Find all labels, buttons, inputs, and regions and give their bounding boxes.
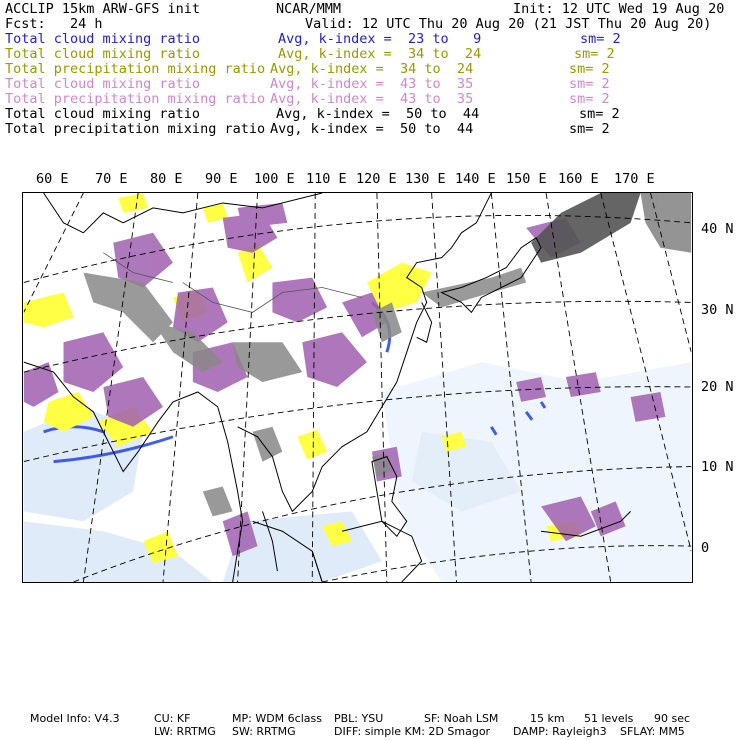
footer-resolution: 15 km	[530, 712, 565, 725]
latitude-label: 40 N	[701, 221, 734, 237]
legend-sm: sm= 2	[580, 31, 621, 47]
longitude-label: 130 E	[405, 171, 446, 187]
init-time: Init: 12 UTC Wed 19 Aug 20	[513, 1, 725, 17]
footer-pbl: PBL: YSU	[334, 712, 384, 725]
longitude-label: 140 E	[455, 171, 496, 187]
legend-sm: sm= 2	[579, 106, 620, 122]
longitude-label: 120 E	[356, 171, 397, 187]
plot-title: ACCLIP 15km ARW-GFS init	[5, 1, 201, 17]
footer-sflay: SFLAY: MM5	[620, 725, 685, 738]
legend-avg: Avg, k-index = 43 to 35	[270, 76, 474, 92]
legend-sm: sm= 2	[574, 46, 615, 62]
footer-timestep: 90 sec	[654, 712, 691, 725]
footer-model: Model Info: V4.3	[30, 712, 120, 725]
footer-damp: DAMP: Rayleigh3	[513, 725, 607, 738]
latitude-label: 30 N	[701, 302, 734, 318]
legend-sm: sm= 2	[569, 91, 610, 107]
valid-time: Valid: 12 UTC Thu 20 Aug 20 (21 JST Thu 20 Aug 20)	[305, 16, 712, 32]
legend-field: Total precipitation mixing ratio	[5, 61, 266, 77]
legend-field: Total cloud mixing ratio	[5, 31, 201, 47]
footer-mp: MP: WDM 6class	[232, 712, 322, 725]
weather-map	[22, 192, 693, 583]
purple-cloud-field	[24, 203, 666, 556]
longitude-label: 100 E	[254, 171, 295, 187]
legend-field: Total precipitation mixing ratio	[5, 121, 266, 137]
legend-field: Total precipitation mixing ratio	[5, 91, 266, 107]
footer-sf: SF: Noah LSM	[424, 712, 499, 725]
longitude-label: 150 E	[506, 171, 547, 187]
latitude-label: 0	[701, 540, 710, 556]
legend-avg: Avg, k-index = 34 to 24	[270, 61, 474, 77]
footer-sw: SW: RRTMG	[232, 725, 296, 738]
legend-field: Total cloud mixing ratio	[5, 76, 201, 92]
legend-sm: sm= 2	[569, 76, 610, 92]
legend-avg: Avg, k-index = 34 to 24	[278, 46, 482, 62]
legend-sm: sm= 2	[569, 61, 610, 77]
legend-sm: sm= 2	[569, 121, 610, 137]
footer-cu: CU: KF	[154, 712, 191, 725]
legend-avg: Avg, k-index = 50 to 44	[276, 106, 480, 122]
legend-avg: Avg, k-index = 50 to 44	[270, 121, 474, 137]
frontal-cloud-band	[531, 193, 691, 263]
longitude-label: 90 E	[205, 171, 238, 187]
longitude-label: 110 E	[306, 171, 347, 187]
longitude-label: 70 E	[95, 171, 128, 187]
forecast-hour: Fcst: 24 h	[5, 16, 103, 32]
legend-field: Total cloud mixing ratio	[5, 46, 201, 62]
latitude-label: 10 N	[701, 459, 734, 475]
longitude-label: 170 E	[614, 171, 655, 187]
organization-label: NCAR/MMM	[276, 1, 342, 17]
longitude-label: 80 E	[150, 171, 183, 187]
longitude-label: 160 E	[558, 171, 599, 187]
footer-lw: LW: RRTMG	[154, 725, 216, 738]
footer-diff: DIFF: simple KM: 2D Smagor	[334, 725, 491, 738]
footer-levels: 51 levels	[584, 712, 634, 725]
legend-avg: Avg, k-index = 23 to 9	[278, 31, 482, 47]
latitude-label: 20 N	[701, 379, 734, 395]
longitude-label: 60 E	[36, 171, 69, 187]
legend-field: Total cloud mixing ratio	[5, 106, 201, 122]
legend-avg: Avg, k-index = 43 to 35	[270, 91, 474, 107]
